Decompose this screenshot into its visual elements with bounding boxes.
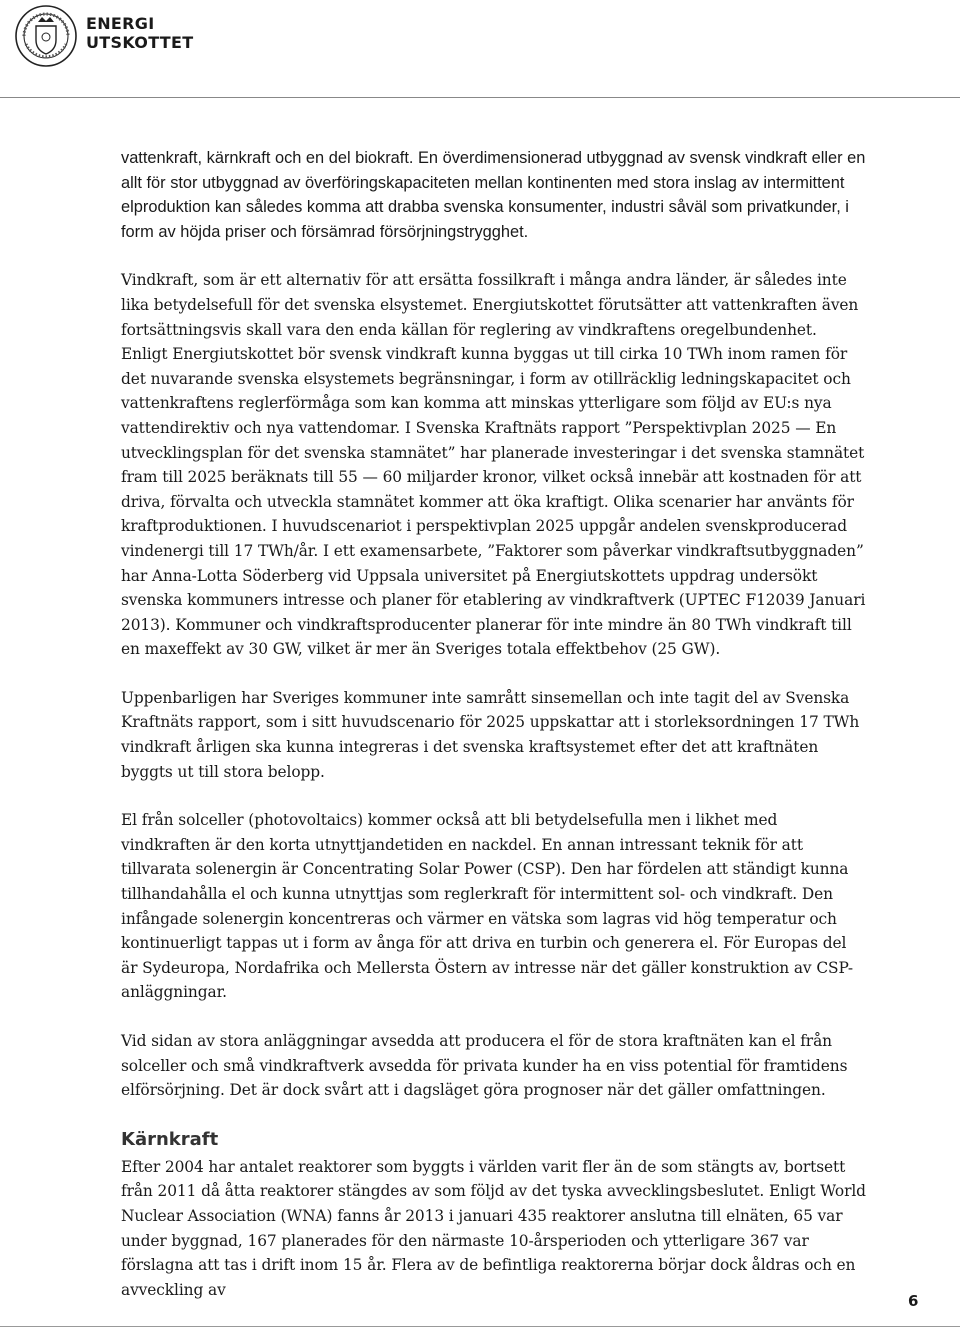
section-heading: Kärnkraft xyxy=(121,1128,219,1150)
page-number: 6 xyxy=(908,1292,919,1310)
brand-line-2: UTSKOTTET xyxy=(86,33,194,52)
brand-line-1: ENERGI xyxy=(86,14,155,33)
document-body xyxy=(121,146,866,1326)
paragraph-5: Vid sidan av stora anläggningar avsedda att producera el för de stora kraftnäten kan el från solceller och små vindkraftverk avsedda för privata kunder ha en viss potential för framtidens elförsörjning. Det är dock svårt att i dagsläget göra prognoser när det gäller omfattningen. xyxy=(121,1032,848,1100)
page-header xyxy=(0,0,960,98)
paragraph-1: vattenkraft, kärnkraft och en del biokraft. En överdimensionerad utbyggnad av svensk vindkraft eller en allt för stor utbyggnad av överföringskapaciteten mellan kontinenten med stora inslag av intermittent elproduktion kan således komma att drabba svenska konsumenter, industri såväl som privatkunder, i form av höjda priser och försämrad försörjningstrygghet. xyxy=(121,149,866,241)
paragraph-4: El från solceller (photovoltaics) kommer också att bli betydelsefulla men i likhet med vindkraften är den korta utnyttjandetiden en nackdel. En annan intressant teknik för att tillvarata solenergin är Concentrating Solar Power (CSP). Den har fördelen att ständigt kunna tillhandahålla el och kunna utnyttjas som reglerkraft för intermittent sol- och vindkraft. Den infångade solenergin koncentreras och värmer en vätska som lagras vid hög temperatur och kontinuerligt tappas ut i form av ånga för att driva en turbin och generera el. För Europas del är Sydeuropa, Nordafrika och Mellersta Östern av intresse när det gäller konstruktion av CSP-anläggningar. xyxy=(121,811,853,1002)
paragraph-2: Vindkraft, som är ett alternativ för att ersätta fossilkraft i många andra länder, är således inte lika betydelsefull för det svenska elsystemet. Energiutskottet förutsätter att vattenkraften även fortsättningsvis skall vara den enda källan för reglering av vindkraftens oregelbundenhet. Enligt Energiutskottet bör svensk vindkraft kunna byggas ut till cirka 10 TWh inom ramen för det nuvarande svenska elsystemets begränsningar, i form av otillräcklig ledningskapacitet och vattenkraftens reglerförmåga som kan komma att minskas ytterligare som följd av EU:s nya vattendirektiv och nya vattendomar. I Svenska Kraftnäts rapport ”Perspektivplan 2025 — En utvecklingsplan för det svenska stamnätet” har planerade investeringar i det svenska stamnätet fram till 2025 beräknats till 55 — 60 miljarder kronor, vilket också innebär att kostnaden för att driva, förvalta och utveckla stamnätet kommer att öka kraftigt. Olika scenarier har använts för kraftproduktionen. I huvudscenariot i perspektivplan 2025 uppgår andelen svenskproducerad vindenergi till 17 TWh/år. I ett examensarbete, ”Faktorer som påverkar vindkraftsutbyggnaden” har Anna-Lotta Söderberg vid Uppsala universitet på Energiutskottets uppdrag undersökt svenska kommuners intresse och planer för etablering av vindkraftverk (UPTEC F12039 Januari 2013). Kommuner och vindkraftsproducenter planerar för inte mindre än 80 TWh vindkraft till en maxeffekt av 30 GW, vilket är mer än Sveriges totala effektbehov (25 GW). xyxy=(121,271,866,659)
header-divider xyxy=(0,97,960,98)
brand-logo xyxy=(86,14,193,52)
footer-divider xyxy=(0,1326,960,1327)
paragraph-3: Uppenbarligen har Sveriges kommuner inte samrått sinsemellan och inte tagit del av Svenska Kraftnäts rapport, som i sitt huvudscenario för 2025 uppskattar att i storleksordningen 17 TWh vindkraft årligen ska kunna integreras i det svenska kraftsystemet efter det att kraftnäten byggts ut till stora belopp. xyxy=(121,688,860,781)
section-paragraph: Efter 2004 har antalet reaktorer som byggts i världen varit fler än de som stängts av, bortsett från 2011 då åtta reaktorer stängdes av som följd av det tyska avvecklingsbeslutet. Enligt World Nuclear Association (WNA) fanns år 2013 i januari 435 reaktorer anslutna till elnäten, 65 var under byggnad, 167 planerades för den närmaste 10-årsperioden och ytterligare 367 var förslagna att tas i drift inom 15 år. Flera av de befintliga reaktorerna börjar dock åldras och en avveckling av xyxy=(121,1157,866,1299)
royal-academy-seal-icon xyxy=(14,4,78,68)
